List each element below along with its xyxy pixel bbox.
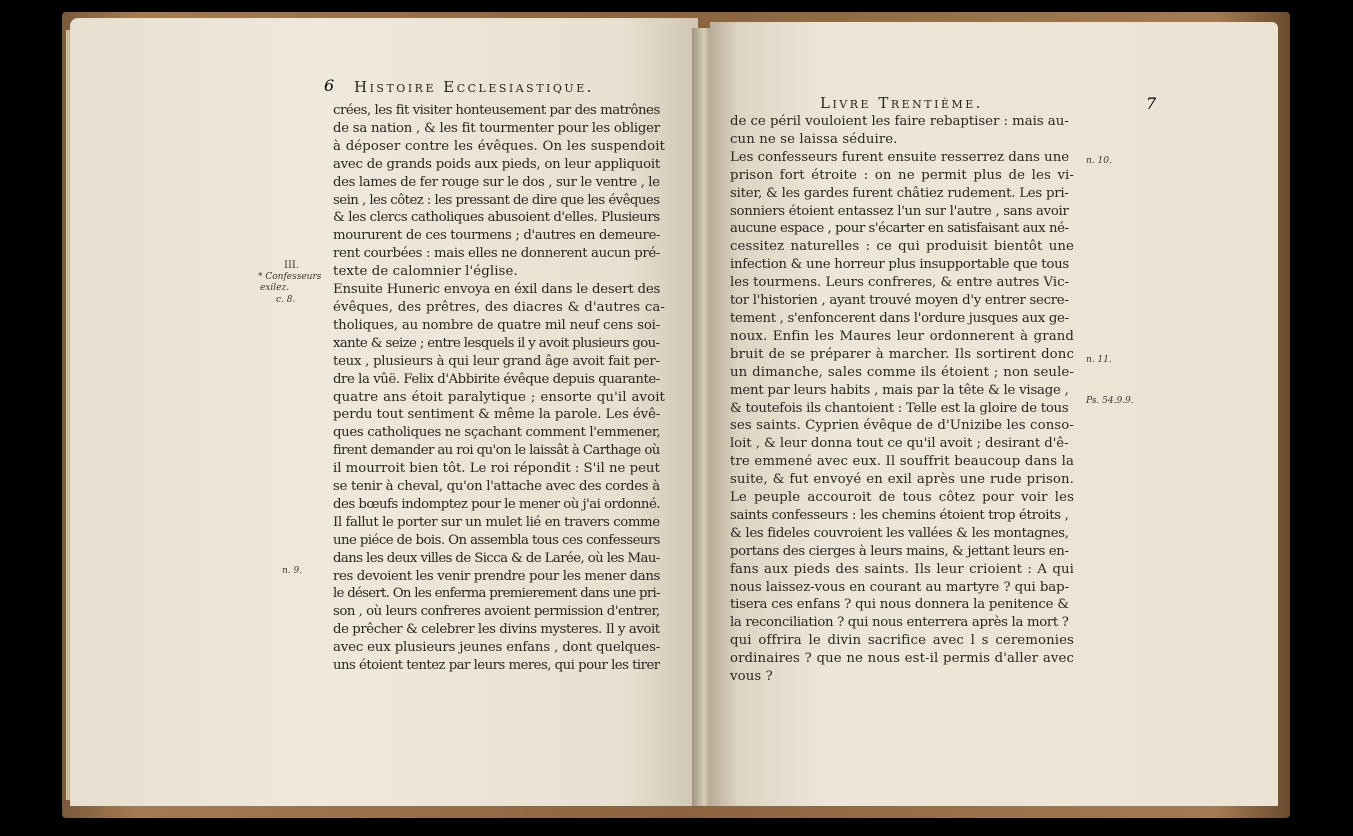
text-line: il mourroit bien tôt. Le roi répondit : S'il ne peut: [333, 461, 660, 477]
text-line: rent courbées : mais elles ne donnerent aucun pré-: [333, 246, 660, 262]
text-line: un dimanche, sales comme ils étoient ; non seule-: [730, 364, 1074, 380]
right-body-text: [730, 113, 1074, 686]
text-line: fans aux pieds des saints. Ils leur crioient : A qui: [730, 561, 1074, 577]
text-line: firent demander au roi qu'on le laissât à Carthage où: [333, 443, 660, 459]
right-page: [710, 22, 1278, 806]
text-line: tement , s'enfoncerent dans l'ordure jusques aux ge-: [730, 310, 1069, 326]
right-margin-ref2: n. 11.: [1086, 355, 1112, 365]
text-line: dre la vûë. Felix d'Abbirite évêque depuis quarante-: [333, 371, 660, 387]
text-line: aucune espace , pour s'écarter en satisfaisant aux né-: [730, 221, 1069, 237]
text-line: portans des cierges à leurs mains, & jettant leurs en-: [730, 543, 1069, 559]
text-line: tre emmené avec eux. Il souffrit beaucoup dans la: [730, 454, 1074, 470]
left-running-head: Histoire Ecclesiastique.: [354, 78, 594, 96]
left-page-number: 6: [324, 76, 335, 95]
text-line: le désert. On les enferma premierement dans une pri-: [333, 586, 660, 602]
text-line: évêques, des prêtres, des diacres & d'autres ca-: [333, 299, 665, 315]
left-margin-ref2: n. 9.: [282, 566, 303, 576]
text-line: son , où leurs confreres avoient permission d'entrer,: [333, 604, 660, 620]
text-line: texte de calomnier l'église.: [333, 264, 518, 280]
text-line: de prêcher & celebrer les divins mysteres. Il y avoit: [333, 622, 660, 638]
text-line: siter, & les gardes furent châtiez rudement. Les pri-: [730, 185, 1069, 201]
text-line: sonniers étoient entassez l'un sur l'autre , sans avoir: [730, 203, 1069, 219]
text-line: ment par leurs habits , mais par la tête & le visage ,: [730, 382, 1069, 398]
text-line: vous ?: [730, 669, 773, 685]
text-line: une piéce de bois. On assembla tous ces confesseurs: [333, 532, 660, 548]
left-margin-section-number: III.: [284, 260, 300, 271]
text-line: xante & seize ; entre lesquels il y avoit plusieurs gou-: [333, 335, 660, 351]
text-line: nous laissez-vous en courant au martyre ? qui bap-: [730, 579, 1069, 595]
text-line: des lames de fer rouge sur le dos , sur le ventre , le: [333, 174, 660, 190]
text-line: des bœufs indomptez pour le mener où j'ai ordonné.: [333, 496, 660, 512]
text-line: ses saints. Cyprien évêque de d'Unizibe les conso-: [730, 418, 1074, 434]
text-line: suite, & fut envoyé en exil après une rude prison.: [730, 472, 1074, 488]
text-line: noux. Enfin les Maures leur ordonnerent à grand: [730, 328, 1074, 344]
text-line: cessitez naturelles : ce qui produisit bientôt une: [730, 239, 1074, 255]
text-line: sein , les côtez : les pressant de dire que les évêques: [333, 192, 660, 208]
text-line: infection & une horreur plus insupportable que tous: [730, 257, 1069, 273]
left-margin-note-line2: exilez.: [260, 283, 290, 293]
text-line: saints confesseurs : les chemins étoient trop étroits ,: [730, 507, 1069, 523]
text-line: quatre ans étoit paralytique ; ensorte qu'il avoit: [333, 389, 665, 405]
text-line: loit , & leur donna tout ce qu'il avoit ; desirant d'ê-: [730, 436, 1069, 452]
text-line: ques catholiques ne sçachant comment l'emmener,: [333, 425, 661, 441]
text-line: perdu tout sentiment & même la parole. Les évê-: [333, 407, 661, 423]
text-line: res devoient les venir prendre pour les mener dans: [333, 568, 660, 584]
text-line: Il fallut le porter sur un mulet lié en travers comme: [333, 514, 660, 530]
text-line: de ce péril vouloient les faire rebaptiser : mais au-: [730, 114, 1069, 129]
text-line: qui offrira le divin sacrifice avec l s ceremonies: [730, 633, 1074, 649]
text-line: Ensuite Huneric envoya en éxil dans le desert des: [333, 282, 661, 298]
text-line: tholiques, au nombre de quatre mil neuf cens soi-: [333, 317, 661, 333]
right-margin-ref1: n. 10.: [1086, 156, 1112, 166]
text-line: Le peuple accouroit de tous côtez pour voir les: [730, 490, 1074, 506]
text-line: teux , plusieurs à qui leur grand âge avoit fait per-: [333, 353, 660, 369]
right-running-head: Livre Trentième.: [820, 94, 984, 112]
left-page: [70, 18, 698, 806]
text-line: & toutefois ils chantoient : Telle est la gloire de tous: [730, 400, 1069, 416]
text-line: se tenir à cheval, qu'on l'attache avec des cordes à: [333, 479, 660, 495]
text-line: Les confesseurs furent ensuite resserrez dans une: [730, 149, 1070, 165]
text-line: de sa nation , & les fit tourmenter pour les obliger: [333, 120, 660, 136]
text-line: avec eux plusieurs jeunes enfans , dont quelques-: [333, 640, 661, 656]
text-line: les tourmens. Leurs confreres, & entre autres Vic-: [730, 275, 1069, 291]
text-line: dans les deux villes de Sicca & de Larée, où les Mau-: [333, 550, 660, 566]
left-margin-note-line1: * Confesseurs: [258, 272, 322, 282]
text-line: uns étoient tentez par leurs meres, qui pour les tirer: [333, 658, 660, 674]
left-margin-ref1: c. 8.: [276, 295, 296, 305]
text-line: moururent de ces tourmens ; d'autres en demeure-: [333, 228, 661, 244]
text-line: ordinaires ? que ne nous est-il permis d'aller avec: [730, 651, 1074, 667]
text-line: tor l'historien , ayant trouvé moyen d'y entrer secre-: [730, 293, 1069, 309]
text-line: & les clercs catholiques abusoient d'elles. Plusieurs: [333, 210, 660, 226]
text-line: tisera ces enfans ? qui nous donnera la penitence &: [730, 597, 1069, 613]
text-line: bruit de se préparer à marcher. Ils sortirent donc: [730, 346, 1074, 362]
text-line: prison fort étroite : on ne permit plus de les vi-: [730, 167, 1074, 183]
left-body-text: [333, 102, 665, 675]
text-line: crées, les fit visiter honteusement par des matrônes: [333, 103, 660, 118]
text-line: la reconciliation ? qui nous enterrera après la mort ?: [730, 615, 1069, 631]
text-line: cun ne se laissa séduire.: [730, 131, 898, 147]
text-line: & les fideles couvroient les vallées & les montagnes,: [730, 525, 1069, 541]
right-page-number: 7: [1146, 94, 1157, 113]
right-margin-ref3: Ps. 54.9.9.: [1086, 396, 1134, 406]
text-line: à déposer contre les évêques. On les suspendoit: [333, 138, 665, 154]
text-line: avec de grands poids aux pieds, on leur appliquoit: [333, 156, 660, 172]
